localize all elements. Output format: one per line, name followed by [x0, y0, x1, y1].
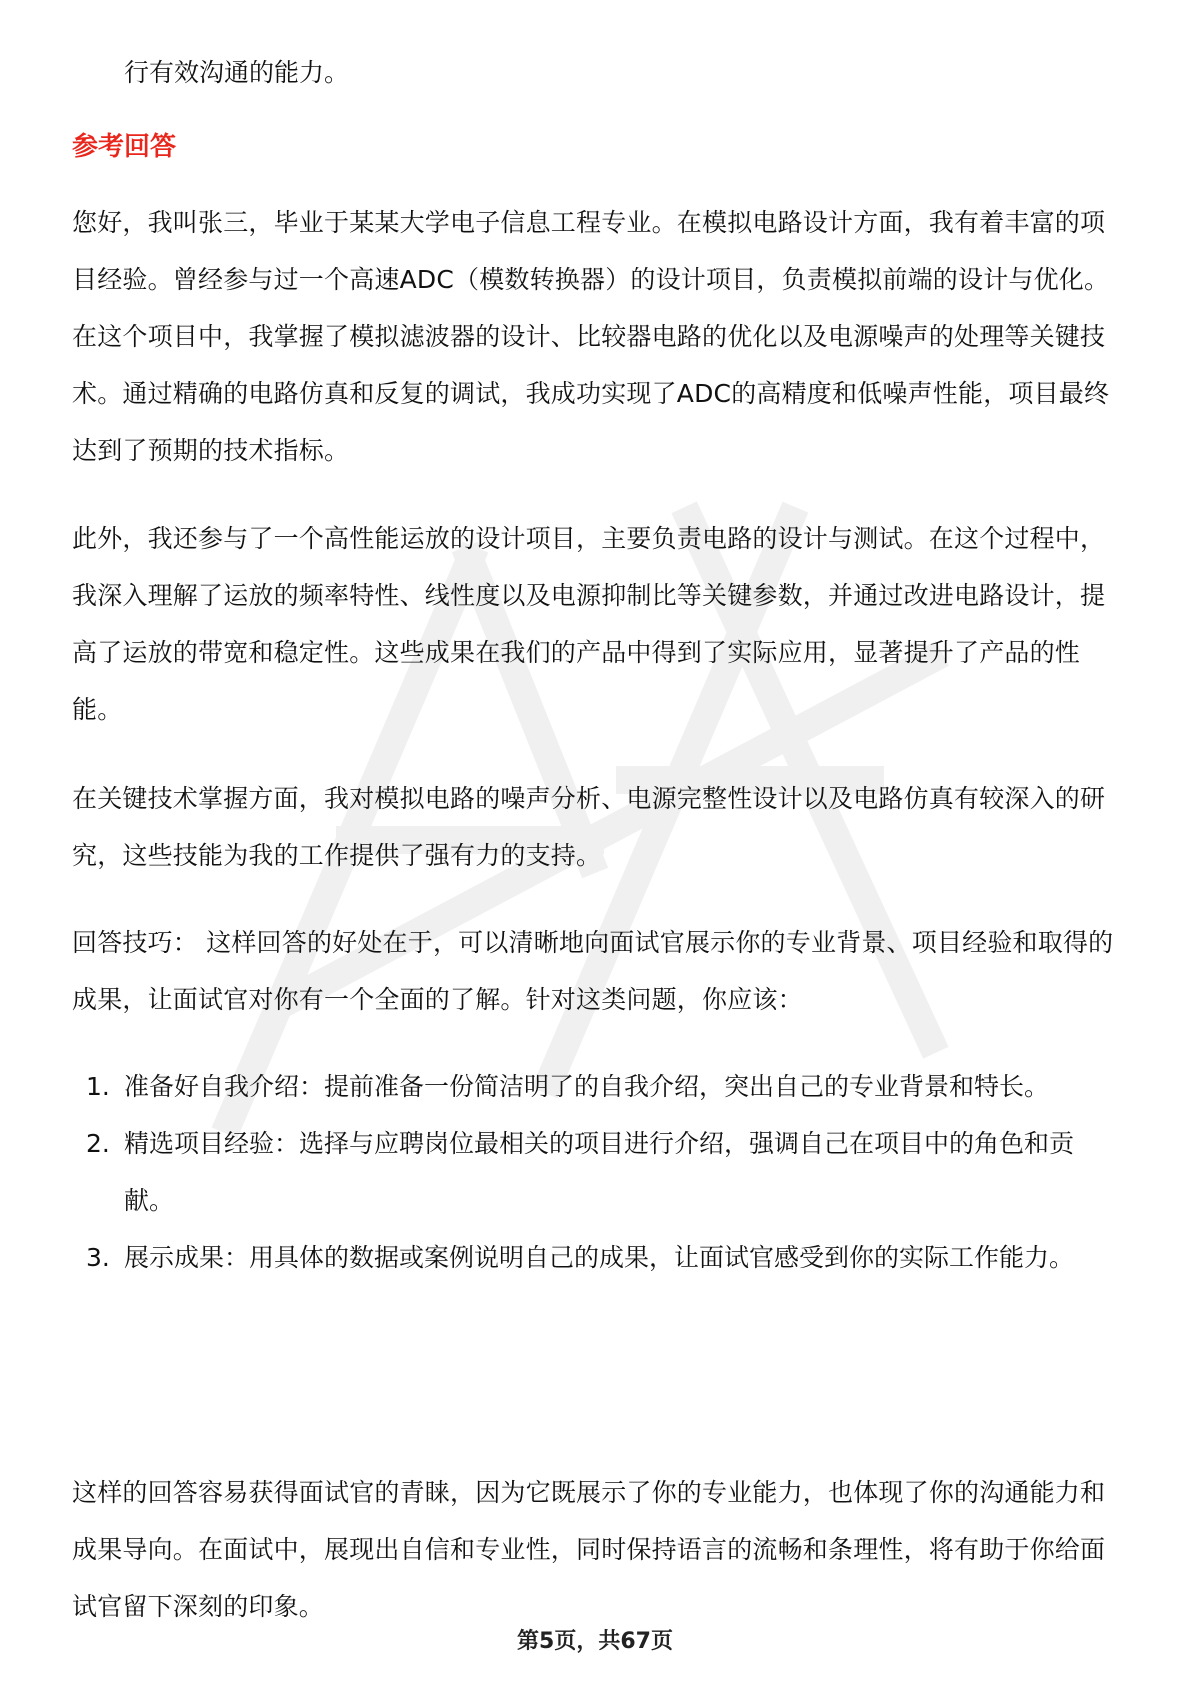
section-heading: 参考回答 — [72, 132, 177, 162]
paragraph-2: 此外，我还参与了一个高性能运放的设计项目，主要负责电路的设计与测试。在这个过程中，我深入理解了运放的频率特性、线性度以及电源抑制比等关键参数，并通过改进电路设计，提高了运放的带宽和稳定性。这些成果在我们的产品中得到了实际应用，显著提升了产品的性能。 — [72, 524, 1106, 724]
list-number: 3. — [86, 1243, 110, 1272]
list-number: 1. — [86, 1072, 110, 1101]
list-text: 准备好自我介绍：提前准备一份简洁明了的自我介绍，突出自己的专业背景和特长。 — [124, 1072, 1050, 1101]
list-text: 展示成果：用具体的数据或案例说明自己的成果，让面试官感受到你的实际工作能力。 — [124, 1243, 1075, 1272]
paragraph-tips: 回答技巧： 这样回答的好处在于，可以清晰地向面试官展示你的专业背景、项目经验和取得的成果，让面试官对你有一个全面的了解。针对这类问题，你应该： — [72, 928, 1114, 1014]
tips-list — [72, 1058, 1118, 1286]
list-text: 精选项目经验：选择与应聘岗位最相关的项目进行介绍，强调自己在项目中的角色和贡献。 — [124, 1129, 1075, 1215]
list-item — [72, 1229, 1118, 1286]
closing-paragraph: 这样的回答容易获得面试官的青睐，因为它既展示了你的专业能力，也体现了你的沟通能力和成果导向。在面试中，展现出自信和专业性，同时保持语言的流畅和条理性，将有助于你给面试官留下深刻的印象。 — [72, 1478, 1106, 1621]
paragraph-1: 您好，我叫张三，毕业于某某大学电子信息工程专业。在模拟电路设计方面，我有着丰富的项目经验。曾经参与过一个高速ADC（模数转换器）的设计项目，负责模拟前端的设计与优化。在这个项目中，我掌握了模拟滤波器的设计、比较器电路的优化以及电源噪声的处理等关键技术。通过精确的电路仿真和反复的调试，我成功实现了ADC的高精度和低噪声性能，项目最终达到了预期的技术指标。 — [72, 208, 1110, 465]
paragraph-3: 在关键技术掌握方面，我对模拟电路的噪声分析、电源完整性设计以及电路仿真有较深入的研究，这些技能为我的工作提供了强有力的支持。 — [72, 784, 1106, 870]
page-number: 第5页，共67页 — [517, 1629, 673, 1654]
intro-tail-text: 行有效沟通的能力。 — [124, 58, 350, 87]
list-item — [72, 1115, 1118, 1229]
list-number: 2. — [86, 1129, 110, 1158]
list-item — [72, 1058, 1118, 1115]
